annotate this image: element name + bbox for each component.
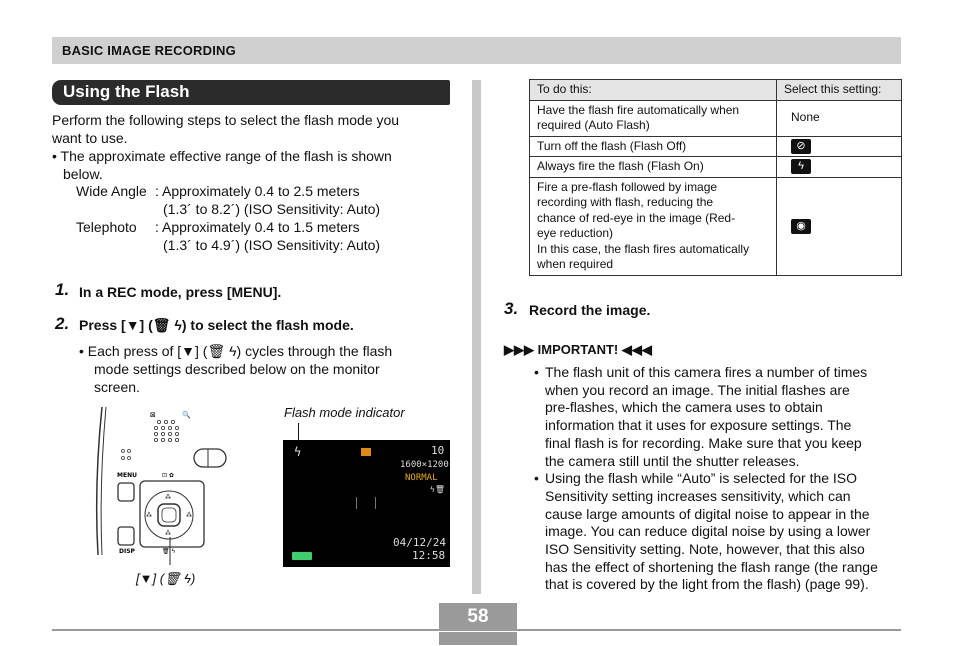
disp-label: DISP — [119, 548, 135, 555]
list-item: • Using the flash while “Auto” is selected for the ISO Sensitivity setting increases sensitivity, which can cause large amounts of digital noise to appear in the image. You can reduce digital noise by using a lower ISO Sensitivity setting. Note, however, that this also has the effect of shortening the flash range (the range that is covered by the light from the flash) (page 99). — [534, 470, 900, 594]
mode-icon — [361, 448, 371, 456]
step-number: 3. — [504, 299, 519, 318]
note-line: final flash is for recording. Make sure that you keep — [545, 434, 862, 451]
svg-text:⁂: ⁂ — [186, 512, 192, 519]
monitor-screen — [283, 440, 450, 567]
svg-text:🔍: 🔍 — [182, 411, 191, 419]
table-cell-action — [530, 177, 777, 275]
important-label: IMPORTANT! — [537, 342, 619, 357]
step-2-note-a: • Each press of [▼] ( — [79, 343, 208, 359]
column-divider — [472, 80, 481, 594]
step-1-text: In a REC mode, press [MENU]. — [79, 284, 282, 300]
step-2-text-a: Press [▼] ( — [79, 317, 153, 333]
note-line: cause large amounts of digital noise to appear in the — [545, 505, 870, 522]
cell-line: In this case, the flash fires automatically — [537, 241, 750, 256]
flash-range-table — [76, 182, 466, 254]
step-2-note-line: screen. — [94, 379, 140, 395]
page-number: 58 — [467, 606, 489, 627]
step-number: 1. — [55, 280, 70, 299]
note-line: when you record an image. The initial flashes are — [545, 381, 850, 398]
range-bullet-cont: below. — [63, 166, 103, 182]
step-2-text-b: ) to select the flash mode. — [181, 317, 354, 333]
cell-line: recording with flash, reducing the — [537, 195, 714, 209]
cell-line: Turn off the flash (Flash Off) — [537, 138, 687, 153]
trash-flash-icon: 🗑 ϟ — [207, 343, 237, 359]
table-cell-action — [530, 136, 777, 157]
step-2-note-line: mode settings described below on the monitor — [94, 361, 380, 377]
image-size: 1600×1200 — [400, 460, 449, 470]
important-heading — [504, 342, 652, 358]
telephoto-range-ft: (1.3´ to 4.9´) (ISO Sensitivity: Auto) — [163, 237, 381, 253]
flash-on-icon: ϟ — [791, 159, 811, 174]
list-item: • The flash unit of this camera fires a number of times when you record an image. The initial flashes are pre-flashes, which the camera uses to obtain information that it uses for exposure settings. The final flash is for recording. Make sure that you keep the camera still until the shutter releases. — [534, 364, 900, 470]
svg-text:⊠: ⊠ — [150, 411, 156, 419]
note-line: information that it uses for exposure settings. The — [545, 417, 852, 434]
table-header-cell: Select this setting: — [777, 80, 902, 101]
table-cell-setting — [777, 177, 902, 275]
note-line: The flash unit of this camera fires a number of times — [545, 364, 868, 380]
table-row — [530, 136, 902, 157]
table-row — [530, 157, 902, 178]
important-left-arrows-icon: ▶▶▶ — [504, 342, 534, 357]
svg-text:⊡ ✿: ⊡ ✿ — [162, 472, 174, 479]
flash-settings-table — [529, 79, 902, 276]
down-button-caption-b: ) — [191, 571, 196, 586]
camera-back-illustration — [90, 405, 230, 565]
table-row — [530, 177, 902, 275]
down-button-caption-a: [▼] ( — [136, 571, 165, 586]
red-eye-icon: ◉ — [791, 219, 811, 234]
table-header-row — [530, 80, 902, 101]
cell-line: Always fire the flash (Flash On) — [537, 159, 704, 173]
telephoto-label: Telephoto — [76, 219, 137, 235]
note-line: Sensitivity setting increases sensitivity, which can — [545, 487, 851, 504]
trash-flash-icon: 🗑 ϟ — [152, 317, 182, 333]
wide-angle-range-ft: (1.3´ to 8.2´) (ISO Sensitivity: Auto) — [163, 201, 381, 217]
cell-line: chance of red-eye in the image (Red- — [537, 210, 736, 225]
table-cell-setting — [777, 136, 902, 157]
menu-label: MENU — [117, 472, 137, 479]
table-cell-action — [530, 100, 777, 136]
battery-icon — [292, 552, 312, 560]
wide-angle-label: Wide Angle — [76, 183, 147, 199]
note-line: image. You can reduce digital noise by using a lower — [545, 523, 871, 540]
intro-line: want to use. — [52, 130, 128, 146]
page-number-bottom — [439, 632, 517, 645]
table-cell-setting — [777, 157, 902, 178]
cell-line: eye reduction) — [537, 226, 614, 240]
focus-frame — [356, 497, 376, 509]
svg-text:⁂: ⁂ — [165, 530, 171, 537]
section-header-bar — [52, 37, 901, 64]
note-line: has the effect of shortening the flash range (the range — [545, 558, 878, 575]
svg-text:⁂: ⁂ — [146, 512, 152, 519]
step-number: 2. — [55, 314, 70, 333]
step-2 — [55, 314, 69, 334]
step-3 — [504, 299, 518, 319]
section-title: Using the Flash — [63, 82, 190, 101]
flash-indicator-icon: ϟ — [294, 445, 302, 459]
wide-angle-range: : Approximately 0.4 to 2.5 meters — [155, 183, 360, 199]
intro-text — [52, 111, 462, 183]
lcd-date: 04/12/24 — [393, 536, 446, 549]
cell-line: required (Auto Flash) — [537, 118, 650, 132]
table-cell-action — [530, 157, 777, 178]
note-line: pre-flashes, which the camera uses to obtain — [545, 399, 823, 416]
lcd-time: 12:58 — [412, 549, 446, 562]
flash-mode-indicator-caption: Flash mode indicator — [284, 405, 405, 420]
note-line: Using the flash while “Auto” is selected for the ISO — [545, 470, 858, 487]
svg-text:⁂: ⁂ — [165, 494, 171, 501]
svg-text:🗑 ϟ: 🗑 ϟ — [162, 548, 176, 555]
intro-line: Perform the following steps to select the flash mode you — [52, 112, 400, 128]
telephoto-range: : Approximately 0.4 to 1.5 meters — [155, 219, 360, 235]
step-2-note-b: ) cycles through the flash — [236, 343, 393, 359]
note-line: ISO Sensitivity setting. Note, however, that this also — [545, 541, 865, 558]
note-line: that is covered by the light from the flash) (page 99). — [545, 576, 869, 593]
table-row — [530, 100, 902, 136]
cell-line: Fire a pre-flash followed by image — [537, 179, 718, 194]
trash-flash-icon: 🗑 ϟ — [164, 571, 192, 586]
range-bullet: • The approximate effective range of the flash is shown — [52, 148, 392, 164]
note-line: the camera still until the shutter releases. — [545, 452, 800, 469]
table-header-cell: To do this: — [530, 80, 777, 101]
table-cell-setting: None — [777, 100, 902, 136]
image-quality: NORMAL — [405, 473, 438, 483]
important-notes — [534, 364, 900, 594]
flash-mode-small-icon: ϟ🗑 — [430, 485, 445, 494]
step-2-note — [79, 342, 449, 396]
cell-line: when required — [537, 257, 614, 271]
important-right-arrows-icon: ◀◀◀ — [621, 342, 652, 357]
down-button-caption — [136, 571, 195, 587]
step-2-text — [79, 317, 354, 334]
flash-off-icon: ⊘ — [791, 139, 811, 154]
section-label: BASIC IMAGE RECORDING — [62, 43, 236, 58]
cell-line: Have the flash fire automatically when — [537, 102, 740, 117]
shot-count: 10 — [431, 444, 445, 457]
page-number-box — [439, 603, 517, 645]
section-title-bar — [52, 80, 450, 105]
step-1 — [55, 280, 69, 300]
step-3-text: Record the image. — [529, 302, 651, 318]
